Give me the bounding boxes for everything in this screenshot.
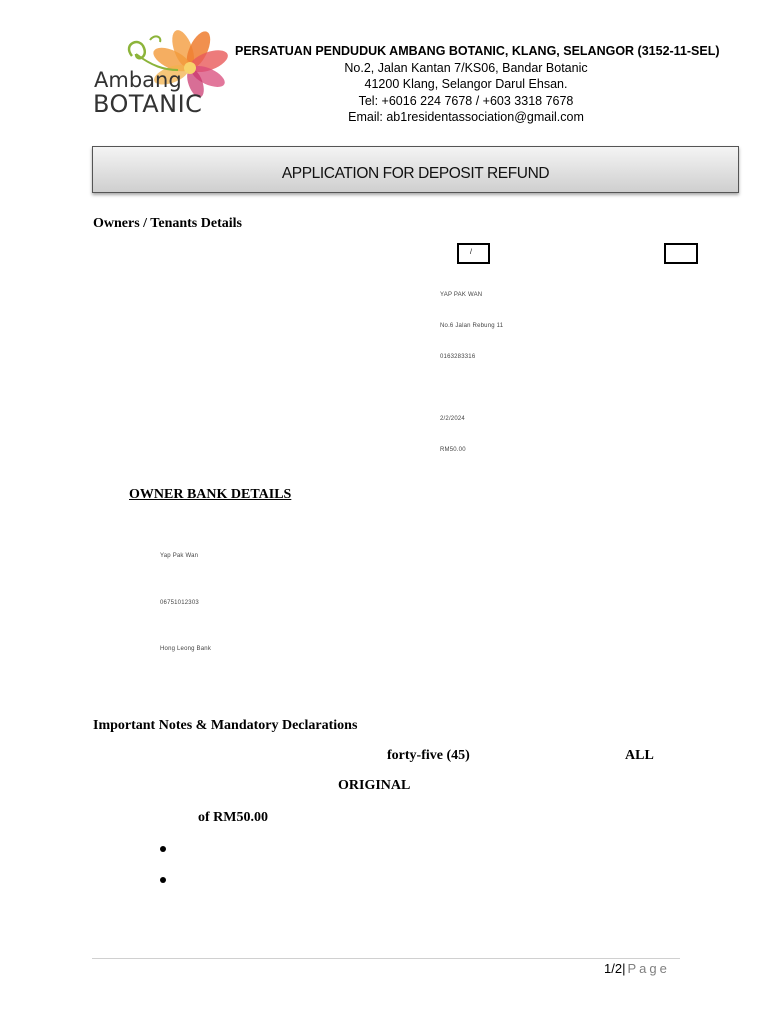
applicant-name-value: YAP PAK WAN xyxy=(440,292,483,298)
deposit-amount-value: RM50.00 xyxy=(440,447,466,453)
address-line-1: No.2, Jalan Kantan 7/KS06, Bandar Botanic xyxy=(344,61,588,75)
telephone: Tel: +6016 224 7678 / +603 3318 7678 xyxy=(358,93,574,108)
important-notes-heading: Important Notes & Mandatory Declarations xyxy=(93,718,358,733)
owner-checkbox[interactable] xyxy=(457,243,490,264)
account-holder-value: Yap Pak Wan xyxy=(160,553,199,559)
logo-text-ambang: Ambang xyxy=(94,68,182,92)
form-title: APPLICATION FOR DEPOSIT REFUND xyxy=(281,165,550,182)
footer-divider xyxy=(92,958,680,959)
applicant-phone-value: 0163283316 xyxy=(440,354,476,360)
association-logo xyxy=(92,26,230,118)
notes-all-text: ALL xyxy=(625,748,654,763)
application-date-value: 2/2/2024 xyxy=(440,416,465,422)
bank-name-value: Hong Leong Bank xyxy=(160,646,212,652)
notes-fee-text: of RM50.00 xyxy=(198,810,268,825)
owner-checkbox-mark: / xyxy=(470,249,472,256)
owners-tenants-heading: Owners / Tenants Details xyxy=(93,216,242,231)
notes-original-text: ORIGINAL xyxy=(338,778,411,793)
letterhead xyxy=(235,43,720,125)
owner-bank-details-heading: OWNER BANK DETAILS xyxy=(129,487,292,502)
account-number-value: 06751012303 xyxy=(160,600,199,606)
applicant-address-value: No.6 Jalan Rebung 11 xyxy=(440,323,504,329)
email: Email: ab1residentassociation@gmail.com xyxy=(348,109,584,124)
notes-days-text: forty-five (45) xyxy=(387,748,470,763)
organization-name: PERSATUAN PENDUDUK AMBANG BOTANIC, KLANG, SELANGOR (3152-11-SEL) xyxy=(235,44,720,58)
tenant-checkbox[interactable] xyxy=(664,243,698,264)
form-title-banner xyxy=(92,146,739,193)
address-line-2: 41200 Klang, Selangor Darul Ehsan. xyxy=(364,77,568,92)
bullet-point xyxy=(160,846,166,852)
page-number: 1/2 xyxy=(604,961,623,976)
logo-text-botanic: BOTANIC xyxy=(93,90,203,118)
page-footer xyxy=(604,961,670,976)
page-label: Page xyxy=(627,961,670,976)
footer-separator: | xyxy=(622,961,626,976)
bullet-point xyxy=(160,877,166,883)
